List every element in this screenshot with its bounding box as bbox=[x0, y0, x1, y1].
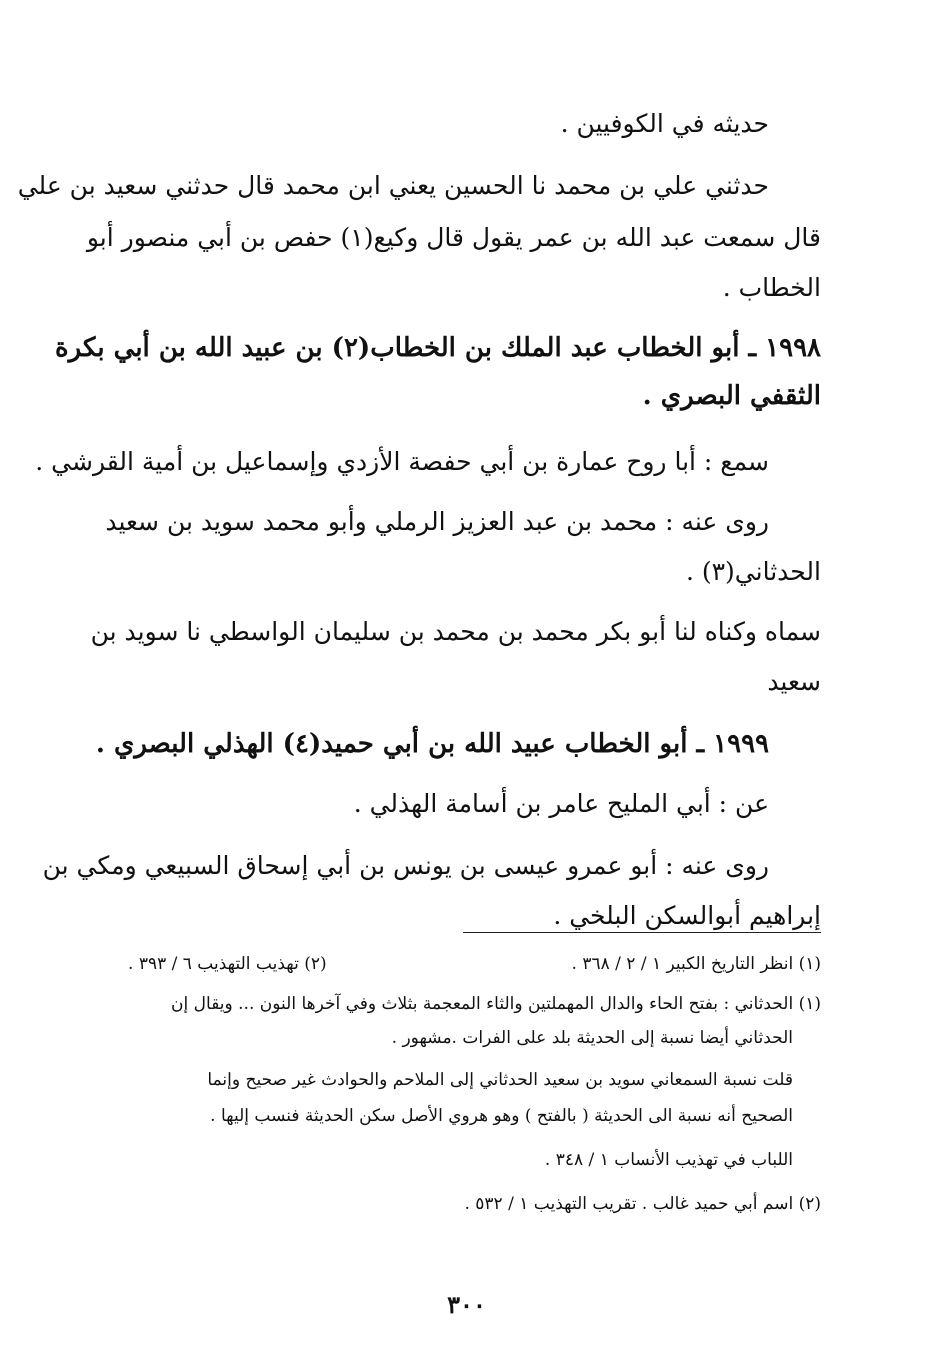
text-line: سعيد bbox=[767, 667, 821, 696]
page-number: ٣٠٠ bbox=[447, 1290, 486, 1319]
footnote-2: (٢) تهذيب التهذيب ٦ / ٣٩٣ . bbox=[128, 954, 327, 974]
text-line: الخطاب . bbox=[722, 273, 821, 302]
footnote-line: الصحيح أنه نسبة الى الحديثة ( بالفتح ) وهو هروي الأصل سكن الحديثة فنسب إليها . bbox=[210, 1106, 793, 1126]
entry-heading-1998: ١٩٩٨ ـ أبو الخطاب عبد الملك بن الخطاب(٢) بن عبيد الله بن أبي بكرة bbox=[55, 333, 821, 363]
text-line: روى عنه : محمد بن عبد العزيز الرملي وأبو محمد سويد بن سعيد bbox=[105, 507, 769, 536]
footnote-separator bbox=[463, 932, 821, 933]
footnote-1: (١) انظر التاريخ الكبير ١ / ٢ / ٣٦٨ . bbox=[571, 954, 821, 974]
text-line: حديثه في الكوفيين . bbox=[560, 109, 769, 138]
text-line: قال سمعت عبد الله بن عمر يقول قال وكيع(١) حفص بن أبي منصور أبو bbox=[86, 223, 821, 252]
text-line: روى عنه : أبو عمرو عيسى بن يونس بن أبي إسحاق السبيعي ومكي بن bbox=[42, 851, 769, 880]
text-line: حدثني علي بن محمد نا الحسين يعني ابن محمد قال حدثني سعيد بن علي bbox=[17, 171, 769, 200]
footnote-line: (١) الحدثاني : بفتح الحاء والدال المهملتين والثاء المعجمة بثلاث وفي آخرها النون ... ويقال إن bbox=[171, 994, 821, 1014]
document-page bbox=[17, 0, 821, 1361]
text-line: عن : أبي المليح عامر بن أسامة الهذلي . bbox=[353, 789, 769, 818]
text-line: سمع : أبا روح عمارة بن أبي حفصة الأزدي وإسماعيل بن أمية القرشي . bbox=[35, 447, 769, 476]
text-line: إبراهيم أبوالسكن البلخي . bbox=[553, 901, 821, 930]
text-line: سماه وكناه لنا أبو بكر محمد بن محمد بن سليمان الواسطي نا سويد بن bbox=[90, 617, 821, 646]
footnote-line: الحدثاني أيضا نسبة إلى الحديثة بلد على الفرات .مشهور . bbox=[391, 1028, 793, 1048]
entry-heading-1998-cont: الثقفي البصري . bbox=[642, 381, 821, 411]
footnote-line: اللباب في تهذيب الأنساب ١ / ٣٤٨ . bbox=[544, 1150, 793, 1170]
footnote-line: قلت نسبة السمعاني سويد بن سعيد الحدثاني إلى الملاحم والحوادث غير صحيح وإنما bbox=[207, 1070, 793, 1090]
text-line: الحدثاني(٣) . bbox=[685, 557, 821, 586]
footnote-line: (٢) اسم أبي حميد غالب . تقريب التهذيب ١ / ٥٣٢ . bbox=[464, 1194, 821, 1214]
footnote-row bbox=[88, 950, 821, 978]
entry-heading-1999: ١٩٩٩ ـ أبو الخطاب عبيد الله بن أبي حميد(٤) الهذلي البصري . bbox=[95, 729, 769, 759]
